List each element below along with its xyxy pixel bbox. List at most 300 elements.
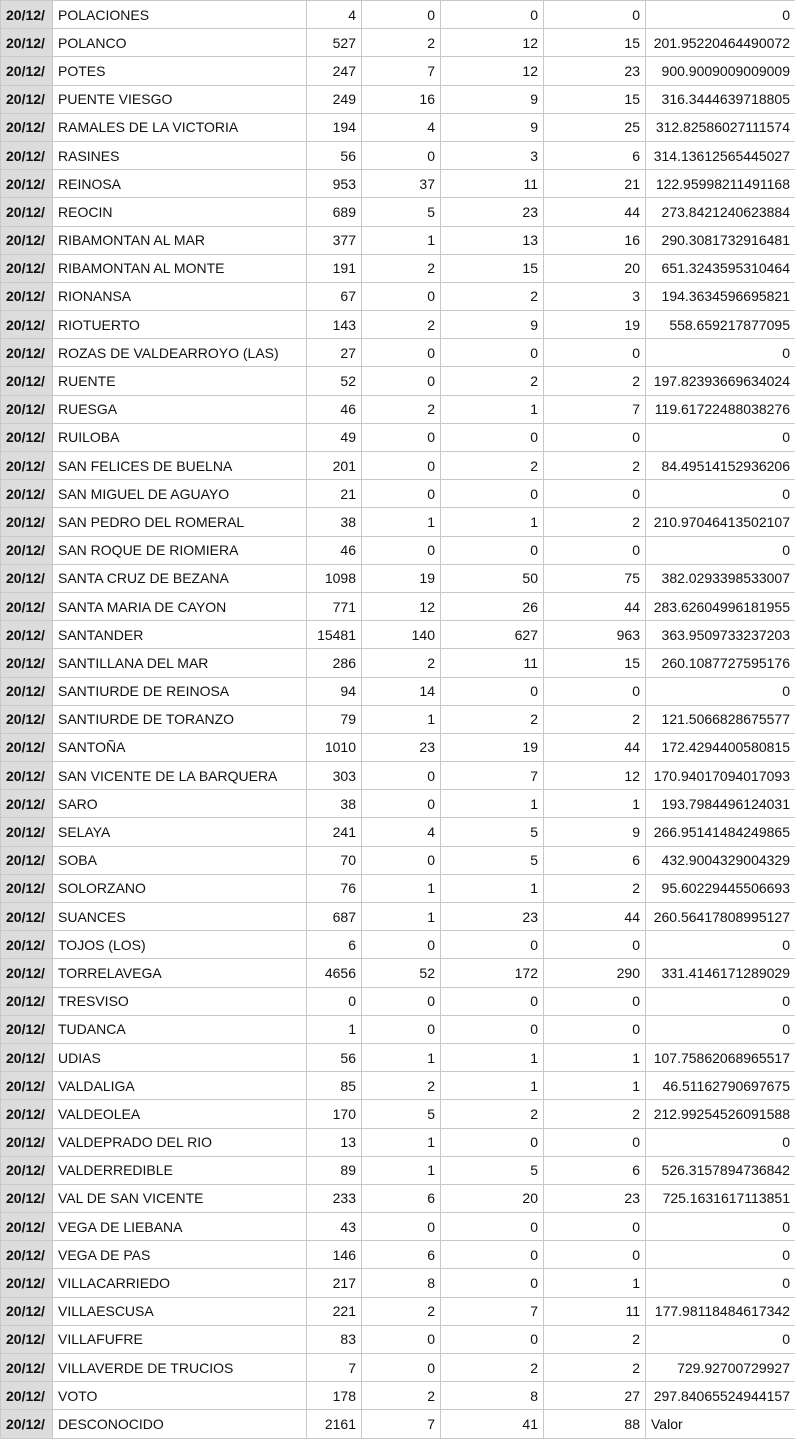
count-cell-4[interactable]: 15 <box>544 29 646 57</box>
count-cell-4[interactable]: 2 <box>544 452 646 480</box>
municipality-cell[interactable]: SAN FELICES DE BUELNA <box>53 452 307 480</box>
count-cell-3[interactable]: 7 <box>441 762 544 790</box>
count-cell-3[interactable]: 19 <box>441 733 544 761</box>
count-cell-1[interactable]: 4656 <box>307 959 362 987</box>
rate-cell[interactable]: 260.1087727595176 <box>646 649 795 677</box>
count-cell-3[interactable]: 0 <box>441 987 544 1015</box>
count-cell-2[interactable]: 0 <box>362 931 441 959</box>
count-cell-4[interactable]: 6 <box>544 141 646 169</box>
table-row[interactable] <box>1 367 795 395</box>
count-cell-2[interactable]: 5 <box>362 198 441 226</box>
date-cell[interactable]: 20/12/ <box>1 423 53 451</box>
count-cell-1[interactable]: 46 <box>307 395 362 423</box>
date-cell[interactable]: 20/12/ <box>1 1325 53 1353</box>
rate-cell[interactable]: 363.9509733237203 <box>646 621 795 649</box>
municipality-cell[interactable]: POLACIONES <box>53 1 307 29</box>
count-cell-3[interactable]: 0 <box>441 339 544 367</box>
table-row[interactable] <box>1 931 795 959</box>
table-row[interactable] <box>1 1410 795 1438</box>
count-cell-3[interactable]: 20 <box>441 1184 544 1212</box>
count-cell-4[interactable]: 2 <box>544 874 646 902</box>
count-cell-4[interactable]: 0 <box>544 677 646 705</box>
count-cell-4[interactable]: 19 <box>544 311 646 339</box>
count-cell-2[interactable]: 0 <box>362 423 441 451</box>
date-cell[interactable]: 20/12/ <box>1 311 53 339</box>
date-cell[interactable]: 20/12/ <box>1 1213 53 1241</box>
table-row[interactable] <box>1 339 795 367</box>
table-row[interactable] <box>1 903 795 931</box>
table-row[interactable] <box>1 1213 795 1241</box>
municipality-cell[interactable]: ROZAS DE VALDEARROYO (LAS) <box>53 339 307 367</box>
table-row[interactable] <box>1 1072 795 1100</box>
rate-cell[interactable]: 382.0293398533007 <box>646 564 795 592</box>
count-cell-3[interactable]: 2 <box>441 705 544 733</box>
municipality-cell[interactable]: RUILOBA <box>53 423 307 451</box>
count-cell-3[interactable]: 5 <box>441 818 544 846</box>
count-cell-2[interactable]: 6 <box>362 1241 441 1269</box>
count-cell-1[interactable]: 56 <box>307 141 362 169</box>
municipality-cell[interactable]: RUESGA <box>53 395 307 423</box>
date-cell[interactable]: 20/12/ <box>1 282 53 310</box>
rate-cell[interactable]: 273.8421240623884 <box>646 198 795 226</box>
count-cell-1[interactable]: 1 <box>307 1015 362 1043</box>
table-row[interactable] <box>1 29 795 57</box>
rate-cell[interactable]: 266.95141484249865 <box>646 818 795 846</box>
date-cell[interactable]: 20/12/ <box>1 339 53 367</box>
count-cell-2[interactable]: 0 <box>362 282 441 310</box>
municipality-cell[interactable]: VAL DE SAN VICENTE <box>53 1184 307 1212</box>
count-cell-2[interactable]: 1 <box>362 1156 441 1184</box>
table-row[interactable] <box>1 452 795 480</box>
municipality-cell[interactable]: SAN ROQUE DE RIOMIERA <box>53 536 307 564</box>
date-cell[interactable]: 20/12/ <box>1 170 53 198</box>
table-row[interactable] <box>1 311 795 339</box>
municipality-cell[interactable]: SUANCES <box>53 903 307 931</box>
date-cell[interactable]: 20/12/ <box>1 226 53 254</box>
municipality-cell[interactable]: RASINES <box>53 141 307 169</box>
count-cell-3[interactable]: 2 <box>441 1100 544 1128</box>
municipality-cell[interactable]: TRESVISO <box>53 987 307 1015</box>
count-cell-3[interactable]: 172 <box>441 959 544 987</box>
rate-cell[interactable]: 290.3081732916481 <box>646 226 795 254</box>
date-cell[interactable]: 20/12/ <box>1 762 53 790</box>
municipality-cell[interactable]: REINOSA <box>53 170 307 198</box>
count-cell-4[interactable]: 7 <box>544 395 646 423</box>
count-cell-1[interactable]: 194 <box>307 113 362 141</box>
count-cell-4[interactable]: 0 <box>544 423 646 451</box>
count-cell-3[interactable]: 7 <box>441 1297 544 1325</box>
municipality-cell[interactable]: UDIAS <box>53 1043 307 1071</box>
count-cell-4[interactable]: 1 <box>544 790 646 818</box>
rate-cell[interactable]: 314.13612565445027 <box>646 141 795 169</box>
count-cell-1[interactable]: 191 <box>307 254 362 282</box>
municipality-cell[interactable]: RAMALES DE LA VICTORIA <box>53 113 307 141</box>
count-cell-2[interactable]: 0 <box>362 536 441 564</box>
rate-cell[interactable]: 0 <box>646 1213 795 1241</box>
table-row[interactable] <box>1 85 795 113</box>
municipality-cell[interactable]: SAN VICENTE DE LA BARQUERA <box>53 762 307 790</box>
count-cell-4[interactable]: 15 <box>544 85 646 113</box>
rate-cell[interactable]: 260.56417808995127 <box>646 903 795 931</box>
count-cell-1[interactable]: 4 <box>307 1 362 29</box>
date-cell[interactable]: 20/12/ <box>1 903 53 931</box>
municipality-cell[interactable]: RIOTUERTO <box>53 311 307 339</box>
count-cell-3[interactable]: 12 <box>441 29 544 57</box>
count-cell-1[interactable]: 83 <box>307 1325 362 1353</box>
table-row[interactable] <box>1 423 795 451</box>
count-cell-1[interactable]: 38 <box>307 508 362 536</box>
count-cell-3[interactable]: 0 <box>441 1325 544 1353</box>
count-cell-2[interactable]: 0 <box>362 846 441 874</box>
table-row[interactable] <box>1 113 795 141</box>
count-cell-2[interactable]: 2 <box>362 1072 441 1100</box>
municipality-cell[interactable]: POLANCO <box>53 29 307 57</box>
count-cell-2[interactable]: 0 <box>362 141 441 169</box>
rate-cell[interactable]: 0 <box>646 987 795 1015</box>
date-cell[interactable]: 20/12/ <box>1 113 53 141</box>
municipality-cell[interactable]: SANTA CRUZ DE BEZANA <box>53 564 307 592</box>
date-cell[interactable]: 20/12/ <box>1 1 53 29</box>
count-cell-1[interactable]: 85 <box>307 1072 362 1100</box>
date-cell[interactable]: 20/12/ <box>1 874 53 902</box>
municipality-cell[interactable]: RIONANSA <box>53 282 307 310</box>
rate-cell[interactable]: 0 <box>646 1241 795 1269</box>
count-cell-2[interactable]: 0 <box>362 480 441 508</box>
count-cell-2[interactable]: 37 <box>362 170 441 198</box>
count-cell-3[interactable]: 8 <box>441 1382 544 1410</box>
count-cell-4[interactable]: 15 <box>544 649 646 677</box>
count-cell-3[interactable]: 41 <box>441 1410 544 1438</box>
count-cell-2[interactable]: 2 <box>362 1297 441 1325</box>
count-cell-3[interactable]: 1 <box>441 1072 544 1100</box>
rate-cell[interactable]: 0 <box>646 423 795 451</box>
count-cell-2[interactable]: 23 <box>362 733 441 761</box>
rate-cell[interactable]: 46.51162790697675 <box>646 1072 795 1100</box>
rate-cell[interactable]: 0 <box>646 536 795 564</box>
municipality-cell[interactable]: SANTANDER <box>53 621 307 649</box>
table-row[interactable] <box>1 1015 795 1043</box>
count-cell-4[interactable]: 21 <box>544 170 646 198</box>
count-cell-4[interactable]: 290 <box>544 959 646 987</box>
count-cell-1[interactable]: 953 <box>307 170 362 198</box>
date-cell[interactable]: 20/12/ <box>1 987 53 1015</box>
count-cell-4[interactable]: 2 <box>544 1354 646 1382</box>
count-cell-1[interactable]: 94 <box>307 677 362 705</box>
count-cell-1[interactable]: 52 <box>307 367 362 395</box>
count-cell-2[interactable]: 0 <box>362 987 441 1015</box>
count-cell-1[interactable]: 170 <box>307 1100 362 1128</box>
count-cell-2[interactable]: 0 <box>362 790 441 818</box>
table-row[interactable] <box>1 480 795 508</box>
count-cell-2[interactable]: 2 <box>362 649 441 677</box>
count-cell-4[interactable]: 27 <box>544 1382 646 1410</box>
count-cell-3[interactable]: 0 <box>441 1213 544 1241</box>
rate-cell[interactable]: Valor <box>646 1410 795 1438</box>
count-cell-4[interactable]: 0 <box>544 987 646 1015</box>
date-cell[interactable]: 20/12/ <box>1 198 53 226</box>
rate-cell[interactable]: 210.97046413502107 <box>646 508 795 536</box>
date-cell[interactable]: 20/12/ <box>1 395 53 423</box>
count-cell-3[interactable]: 0 <box>441 1015 544 1043</box>
count-cell-3[interactable]: 0 <box>441 1128 544 1156</box>
count-cell-3[interactable]: 50 <box>441 564 544 592</box>
municipality-cell[interactable]: VALDERREDIBLE <box>53 1156 307 1184</box>
count-cell-4[interactable]: 1 <box>544 1072 646 1100</box>
municipality-cell[interactable]: VALDEPRADO DEL RIO <box>53 1128 307 1156</box>
table-row[interactable] <box>1 395 795 423</box>
table-row[interactable] <box>1 57 795 85</box>
count-cell-4[interactable]: 2 <box>544 367 646 395</box>
count-cell-4[interactable]: 0 <box>544 1241 646 1269</box>
rate-cell[interactable]: 0 <box>646 1 795 29</box>
count-cell-2[interactable]: 1 <box>362 226 441 254</box>
rate-cell[interactable]: 0 <box>646 1269 795 1297</box>
date-cell[interactable]: 20/12/ <box>1 85 53 113</box>
municipality-cell[interactable]: SANTILLANA DEL MAR <box>53 649 307 677</box>
count-cell-1[interactable]: 249 <box>307 85 362 113</box>
count-cell-2[interactable]: 0 <box>362 1213 441 1241</box>
count-cell-2[interactable]: 2 <box>362 254 441 282</box>
count-cell-4[interactable]: 12 <box>544 762 646 790</box>
count-cell-4[interactable]: 25 <box>544 113 646 141</box>
municipality-cell[interactable]: SANTIURDE DE REINOSA <box>53 677 307 705</box>
count-cell-4[interactable]: 1 <box>544 1043 646 1071</box>
count-cell-3[interactable]: 0 <box>441 1241 544 1269</box>
date-cell[interactable]: 20/12/ <box>1 1184 53 1212</box>
count-cell-1[interactable]: 233 <box>307 1184 362 1212</box>
count-cell-3[interactable]: 1 <box>441 395 544 423</box>
count-cell-3[interactable]: 1 <box>441 874 544 902</box>
count-cell-1[interactable]: 79 <box>307 705 362 733</box>
count-cell-3[interactable]: 26 <box>441 592 544 620</box>
rate-cell[interactable]: 316.3444639718805 <box>646 85 795 113</box>
count-cell-1[interactable]: 27 <box>307 339 362 367</box>
table-row[interactable] <box>1 1043 795 1071</box>
table-row[interactable] <box>1 790 795 818</box>
count-cell-1[interactable]: 49 <box>307 423 362 451</box>
count-cell-4[interactable]: 0 <box>544 931 646 959</box>
count-cell-3[interactable]: 13 <box>441 226 544 254</box>
count-cell-2[interactable]: 8 <box>362 1269 441 1297</box>
municipality-cell[interactable]: RIBAMONTAN AL MONTE <box>53 254 307 282</box>
count-cell-3[interactable]: 0 <box>441 536 544 564</box>
count-cell-4[interactable]: 0 <box>544 1015 646 1043</box>
table-row[interactable] <box>1 1297 795 1325</box>
table-row[interactable] <box>1 733 795 761</box>
count-cell-1[interactable]: 146 <box>307 1241 362 1269</box>
count-cell-2[interactable]: 5 <box>362 1100 441 1128</box>
date-cell[interactable]: 20/12/ <box>1 564 53 592</box>
count-cell-4[interactable]: 6 <box>544 846 646 874</box>
rate-cell[interactable]: 170.94017094017093 <box>646 762 795 790</box>
table-row[interactable] <box>1 1354 795 1382</box>
municipality-cell[interactable]: VEGA DE LIEBANA <box>53 1213 307 1241</box>
count-cell-3[interactable]: 9 <box>441 85 544 113</box>
rate-cell[interactable]: 331.4146171289029 <box>646 959 795 987</box>
count-cell-3[interactable]: 12 <box>441 57 544 85</box>
date-cell[interactable]: 20/12/ <box>1 1382 53 1410</box>
count-cell-2[interactable]: 19 <box>362 564 441 592</box>
count-cell-3[interactable]: 2 <box>441 1354 544 1382</box>
count-cell-2[interactable]: 7 <box>362 1410 441 1438</box>
count-cell-3[interactable]: 0 <box>441 1 544 29</box>
table-row[interactable] <box>1 170 795 198</box>
rate-cell[interactable]: 197.82393669634024 <box>646 367 795 395</box>
rate-cell[interactable]: 0 <box>646 931 795 959</box>
municipality-cell[interactable]: POTES <box>53 57 307 85</box>
count-cell-3[interactable]: 5 <box>441 1156 544 1184</box>
count-cell-2[interactable]: 0 <box>362 1325 441 1353</box>
table-row[interactable] <box>1 141 795 169</box>
municipality-cell[interactable]: TORRELAVEGA <box>53 959 307 987</box>
count-cell-3[interactable]: 1 <box>441 508 544 536</box>
municipality-cell[interactable]: REOCIN <box>53 198 307 226</box>
count-cell-3[interactable]: 1 <box>441 790 544 818</box>
count-cell-2[interactable]: 12 <box>362 592 441 620</box>
rate-cell[interactable]: 526.3157894736842 <box>646 1156 795 1184</box>
count-cell-1[interactable]: 247 <box>307 57 362 85</box>
count-cell-4[interactable]: 0 <box>544 1128 646 1156</box>
rate-cell[interactable]: 0 <box>646 1015 795 1043</box>
count-cell-4[interactable]: 44 <box>544 198 646 226</box>
date-cell[interactable]: 20/12/ <box>1 705 53 733</box>
table-row[interactable] <box>1 959 795 987</box>
table-row[interactable] <box>1 1325 795 1353</box>
rate-cell[interactable]: 283.62604996181955 <box>646 592 795 620</box>
municipality-cell[interactable]: VILLAVERDE DE TRUCIOS <box>53 1354 307 1382</box>
count-cell-2[interactable]: 140 <box>362 621 441 649</box>
rate-cell[interactable]: 651.3243595310464 <box>646 254 795 282</box>
municipality-cell[interactable]: SANTIURDE DE TORANZO <box>53 705 307 733</box>
rate-cell[interactable]: 900.9009009009009 <box>646 57 795 85</box>
count-cell-1[interactable]: 1010 <box>307 733 362 761</box>
count-cell-1[interactable]: 43 <box>307 1213 362 1241</box>
table-row[interactable] <box>1 621 795 649</box>
count-cell-1[interactable]: 2161 <box>307 1410 362 1438</box>
municipality-cell[interactable]: VILLACARRIEDO <box>53 1269 307 1297</box>
count-cell-2[interactable]: 1 <box>362 705 441 733</box>
table-row[interactable] <box>1 282 795 310</box>
count-cell-3[interactable]: 0 <box>441 931 544 959</box>
rate-cell[interactable]: 558.659217877095 <box>646 311 795 339</box>
count-cell-4[interactable]: 6 <box>544 1156 646 1184</box>
count-cell-4[interactable]: 0 <box>544 1 646 29</box>
rate-cell[interactable]: 177.98118484617342 <box>646 1297 795 1325</box>
date-cell[interactable]: 20/12/ <box>1 1354 53 1382</box>
date-cell[interactable]: 20/12/ <box>1 367 53 395</box>
municipality-cell[interactable]: VALDEOLEA <box>53 1100 307 1128</box>
count-cell-2[interactable]: 0 <box>362 1015 441 1043</box>
table-row[interactable] <box>1 536 795 564</box>
count-cell-2[interactable]: 2 <box>362 29 441 57</box>
count-cell-2[interactable]: 4 <box>362 818 441 846</box>
date-cell[interactable]: 20/12/ <box>1 1241 53 1269</box>
count-cell-2[interactable]: 16 <box>362 85 441 113</box>
date-cell[interactable]: 20/12/ <box>1 1269 53 1297</box>
rate-cell[interactable]: 95.60229445506693 <box>646 874 795 902</box>
count-cell-4[interactable]: 2 <box>544 1325 646 1353</box>
table-row[interactable] <box>1 874 795 902</box>
count-cell-1[interactable]: 15481 <box>307 621 362 649</box>
count-cell-4[interactable]: 2 <box>544 705 646 733</box>
table-row[interactable] <box>1 1241 795 1269</box>
count-cell-2[interactable]: 0 <box>362 452 441 480</box>
table-row[interactable] <box>1 198 795 226</box>
date-cell[interactable]: 20/12/ <box>1 452 53 480</box>
date-cell[interactable]: 20/12/ <box>1 141 53 169</box>
municipality-cell[interactable]: SARO <box>53 790 307 818</box>
municipality-cell[interactable]: SAN MIGUEL DE AGUAYO <box>53 480 307 508</box>
date-cell[interactable]: 20/12/ <box>1 1072 53 1100</box>
date-cell[interactable]: 20/12/ <box>1 508 53 536</box>
rate-cell[interactable]: 297.84065524944157 <box>646 1382 795 1410</box>
count-cell-1[interactable]: 89 <box>307 1156 362 1184</box>
count-cell-2[interactable]: 1 <box>362 1128 441 1156</box>
count-cell-3[interactable]: 627 <box>441 621 544 649</box>
table-row[interactable] <box>1 762 795 790</box>
table-row[interactable] <box>1 592 795 620</box>
date-cell[interactable]: 20/12/ <box>1 29 53 57</box>
count-cell-2[interactable]: 1 <box>362 874 441 902</box>
table-row[interactable] <box>1 1100 795 1128</box>
rate-cell[interactable]: 0 <box>646 677 795 705</box>
date-cell[interactable]: 20/12/ <box>1 1128 53 1156</box>
count-cell-1[interactable]: 527 <box>307 29 362 57</box>
date-cell[interactable]: 20/12/ <box>1 931 53 959</box>
table-row[interactable] <box>1 1156 795 1184</box>
table-row[interactable] <box>1 1 795 29</box>
municipality-cell[interactable]: TOJOS (LOS) <box>53 931 307 959</box>
rate-cell[interactable]: 212.99254526091588 <box>646 1100 795 1128</box>
date-cell[interactable]: 20/12/ <box>1 1015 53 1043</box>
count-cell-4[interactable]: 0 <box>544 339 646 367</box>
count-cell-3[interactable]: 2 <box>441 367 544 395</box>
count-cell-2[interactable]: 0 <box>362 1354 441 1382</box>
rate-cell[interactable]: 84.49514152936206 <box>646 452 795 480</box>
table-row[interactable] <box>1 677 795 705</box>
rate-cell[interactable]: 729.92700729927 <box>646 1354 795 1382</box>
rate-cell[interactable]: 0 <box>646 339 795 367</box>
rate-cell[interactable]: 0 <box>646 1325 795 1353</box>
count-cell-1[interactable]: 0 <box>307 987 362 1015</box>
count-cell-4[interactable]: 963 <box>544 621 646 649</box>
date-cell[interactable]: 20/12/ <box>1 790 53 818</box>
count-cell-4[interactable]: 11 <box>544 1297 646 1325</box>
count-cell-3[interactable]: 2 <box>441 452 544 480</box>
count-cell-3[interactable]: 2 <box>441 282 544 310</box>
count-cell-3[interactable]: 11 <box>441 170 544 198</box>
count-cell-1[interactable]: 217 <box>307 1269 362 1297</box>
count-cell-1[interactable]: 38 <box>307 790 362 818</box>
count-cell-1[interactable]: 241 <box>307 818 362 846</box>
municipality-cell[interactable]: VILLAESCUSA <box>53 1297 307 1325</box>
municipality-cell[interactable]: SANTOÑA <box>53 733 307 761</box>
count-cell-2[interactable]: 2 <box>362 311 441 339</box>
count-cell-2[interactable]: 2 <box>362 395 441 423</box>
count-cell-1[interactable]: 56 <box>307 1043 362 1071</box>
municipality-cell[interactable]: VEGA DE PAS <box>53 1241 307 1269</box>
municipality-cell[interactable]: VALDALIGA <box>53 1072 307 1100</box>
municipality-cell[interactable]: PUENTE VIESGO <box>53 85 307 113</box>
count-cell-2[interactable]: 4 <box>362 113 441 141</box>
date-cell[interactable]: 20/12/ <box>1 677 53 705</box>
date-cell[interactable]: 20/12/ <box>1 1043 53 1071</box>
count-cell-1[interactable]: 6 <box>307 931 362 959</box>
table-row[interactable] <box>1 818 795 846</box>
count-cell-4[interactable]: 3 <box>544 282 646 310</box>
count-cell-3[interactable]: 9 <box>441 113 544 141</box>
table-row[interactable] <box>1 508 795 536</box>
